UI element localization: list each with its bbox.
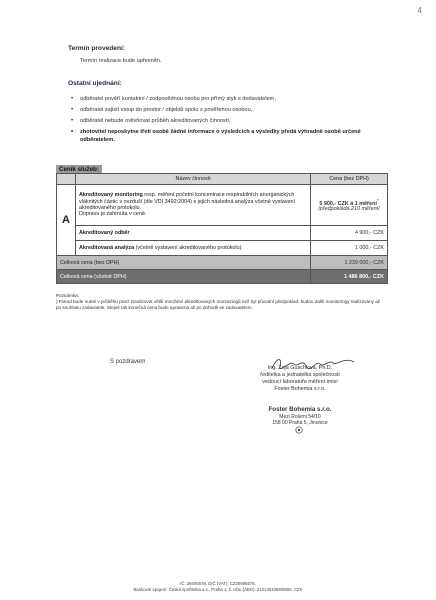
note-text: ) Pokud bude nutné v průběhu prací zrealizovat větší množství akreditovaných monitoringů než byl původní předpoklad, budou další monitoringy realizovány až po souhlasu zadavatele. Stejně tak konečná cena bude upravena až po dohodě se zadavatelem.: [56, 299, 381, 310]
ostatni-item: • odběratel nebude ovlivňovat průběh akreditovaných činností,: [71, 118, 231, 124]
row-price: 4 900,- CZK: [311, 226, 388, 241]
table-row: [57, 185, 388, 226]
termin-title: Termín provedení:: [68, 45, 126, 52]
signatory-role2: vedoucí laboratoře měření imisí: [262, 379, 338, 385]
total-vat-value: 1 486 800,- CZK: [311, 270, 388, 284]
stamp-street: Mezi Rolemi 54/10: [279, 414, 321, 420]
row-desc: Akreditovaný odběr: [76, 226, 311, 241]
greeting: S pozdravem: [110, 359, 146, 365]
signature-image: [268, 354, 358, 374]
total-vat-label: Celková cena (včetně DPH): [57, 270, 311, 284]
signatory-role1: ředitelka a jednatelka společnosti: [260, 372, 340, 378]
row-price: 5 900,- CZK á 1 měření* /předpokládá 210 měření/: [311, 185, 388, 226]
total-value: 1 239 000,- CZK: [311, 256, 388, 270]
row-desc: Akreditovaný monitoring resp. měření početní koncentrace respirabilních anorganických vláknitých částic v ovzduší (dle VDI 3492:2004) s jejich následná analýza včetně vystavení akreditovaného protokolu. Dopravu je zahrnuta v ceně.: [76, 185, 311, 226]
page-number: 4: [417, 6, 422, 15]
header-price: Cena (bez DPH): [311, 174, 388, 185]
stamp-icon: [295, 426, 303, 434]
row-desc: Akreditovaná analýza (včetně vystavení akreditovaného protokolu): [76, 241, 311, 256]
signatory-name: Ing. Zoja Guschlová, Ph.D.: [267, 365, 333, 371]
stamp-city: 158 00 Praha 5, Jinonice: [272, 420, 328, 426]
footer-line1: IČ: 26695576, DIČ (VAT): CZ26695576,: [180, 581, 256, 586]
ostatni-title: Ostatní ujednání:: [68, 80, 122, 87]
price-table: [56, 173, 388, 284]
ostatni-item: • odběratel pověří kontaktní / zodpovědnou osobu pro přímý styk s dodavatelem,: [71, 96, 276, 102]
termin-text: Termín realizace bude upřesněn.: [80, 58, 162, 64]
table-row: [57, 226, 388, 241]
table-row: [57, 241, 388, 256]
stamp-company: Foster Bohemia s.r.o.: [268, 406, 332, 413]
total-vat-row: [57, 270, 388, 284]
row-price: 1 000,- CZK: [311, 241, 388, 256]
row-letter: A: [57, 185, 76, 256]
signatory-company: Foster Bohemia s.r.o.: [274, 386, 326, 392]
header-name: Název činnosti: [76, 174, 311, 185]
ostatni-item: • zhotovitel neposkytne třetí osobě žádné informace o výsledcích a výsledky předá výhradně osobě určené odběratelem.: [71, 129, 361, 143]
cenik-title: Ceník služeb:: [56, 165, 102, 174]
ostatni-item: • odběratel zajistí vstup do prostor / objektů spolu s pověřenou osobou,: [71, 107, 253, 113]
total-label: Celková cena (bez DPH): [57, 256, 311, 270]
note-title: Poznámka:: [56, 293, 79, 298]
table-header-row: [57, 174, 388, 185]
total-row: [57, 256, 388, 270]
footer-line2: Bankovní spojení: Česká spořitelna a.s., Praha 1, č. účtu (ABO): 2121304369/0800, CZK: [133, 587, 303, 592]
